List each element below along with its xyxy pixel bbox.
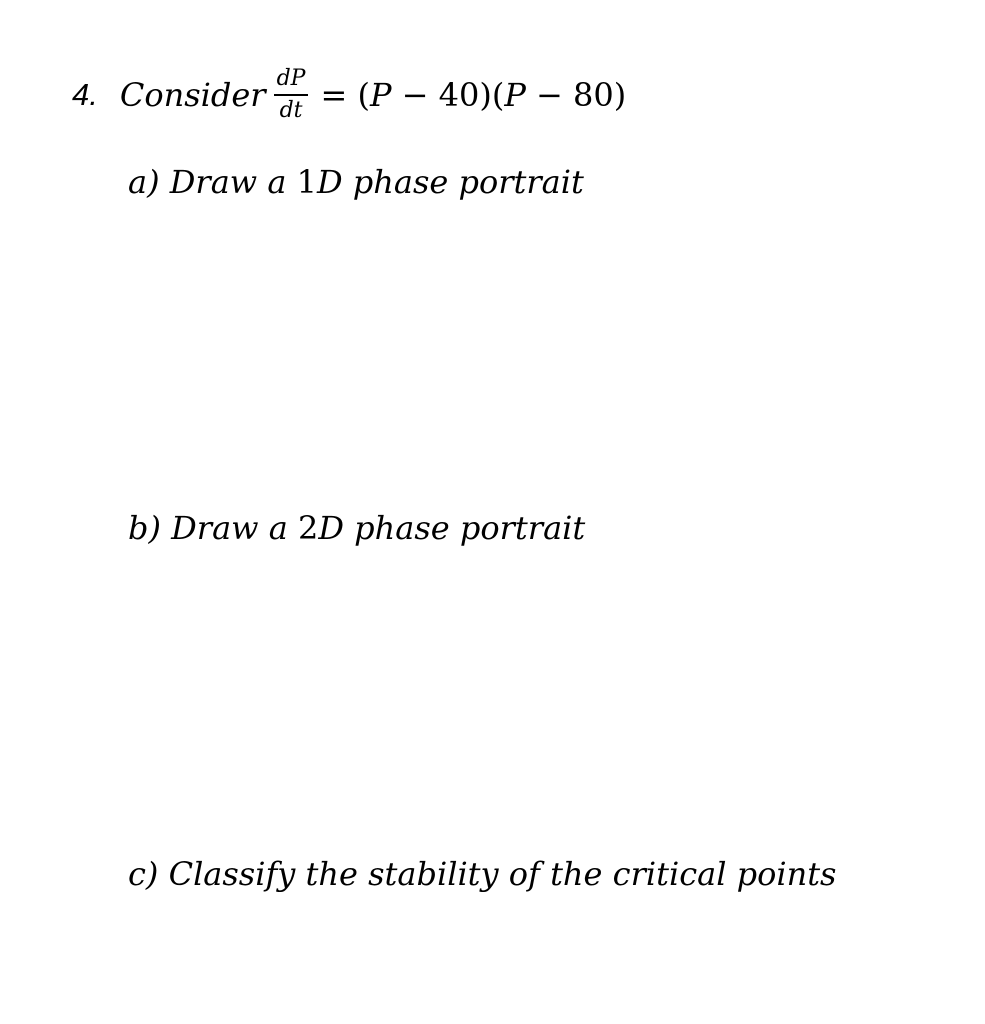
fraction-denominator: dt: [279, 98, 303, 123]
rhs-term-1: − 40): [391, 76, 492, 114]
rhs-open-paren-2: (: [491, 76, 505, 114]
part-a-suffix: D phase portrait: [316, 163, 584, 201]
part-b-dimension: 2: [297, 509, 319, 547]
rhs-term-2: − 80): [525, 76, 627, 114]
part-b-prompt: [128, 509, 585, 547]
part-c-prompt: c) Classify the stability of the critical points: [128, 855, 837, 893]
equation-rhs: [320, 76, 626, 114]
part-a-dimension: 1: [296, 163, 317, 201]
rhs-open-paren-1: (: [357, 76, 370, 114]
equals-sign: =: [320, 76, 348, 114]
problem-number: 4.: [72, 77, 98, 112]
part-b-prefix: b) Draw a: [128, 509, 298, 547]
rhs-variable-2: P: [504, 76, 526, 114]
rhs-variable-1: P: [369, 76, 392, 114]
problem-header: [72, 60, 626, 130]
part-a-prefix: a) Draw a: [128, 163, 297, 201]
part-b-suffix: D phase portrait: [318, 509, 586, 547]
part-a-prompt: [128, 163, 584, 201]
problem-intro: Consider: [119, 76, 266, 114]
derivative-fraction: [274, 68, 309, 122]
fraction-numerator: dP: [276, 66, 306, 91]
